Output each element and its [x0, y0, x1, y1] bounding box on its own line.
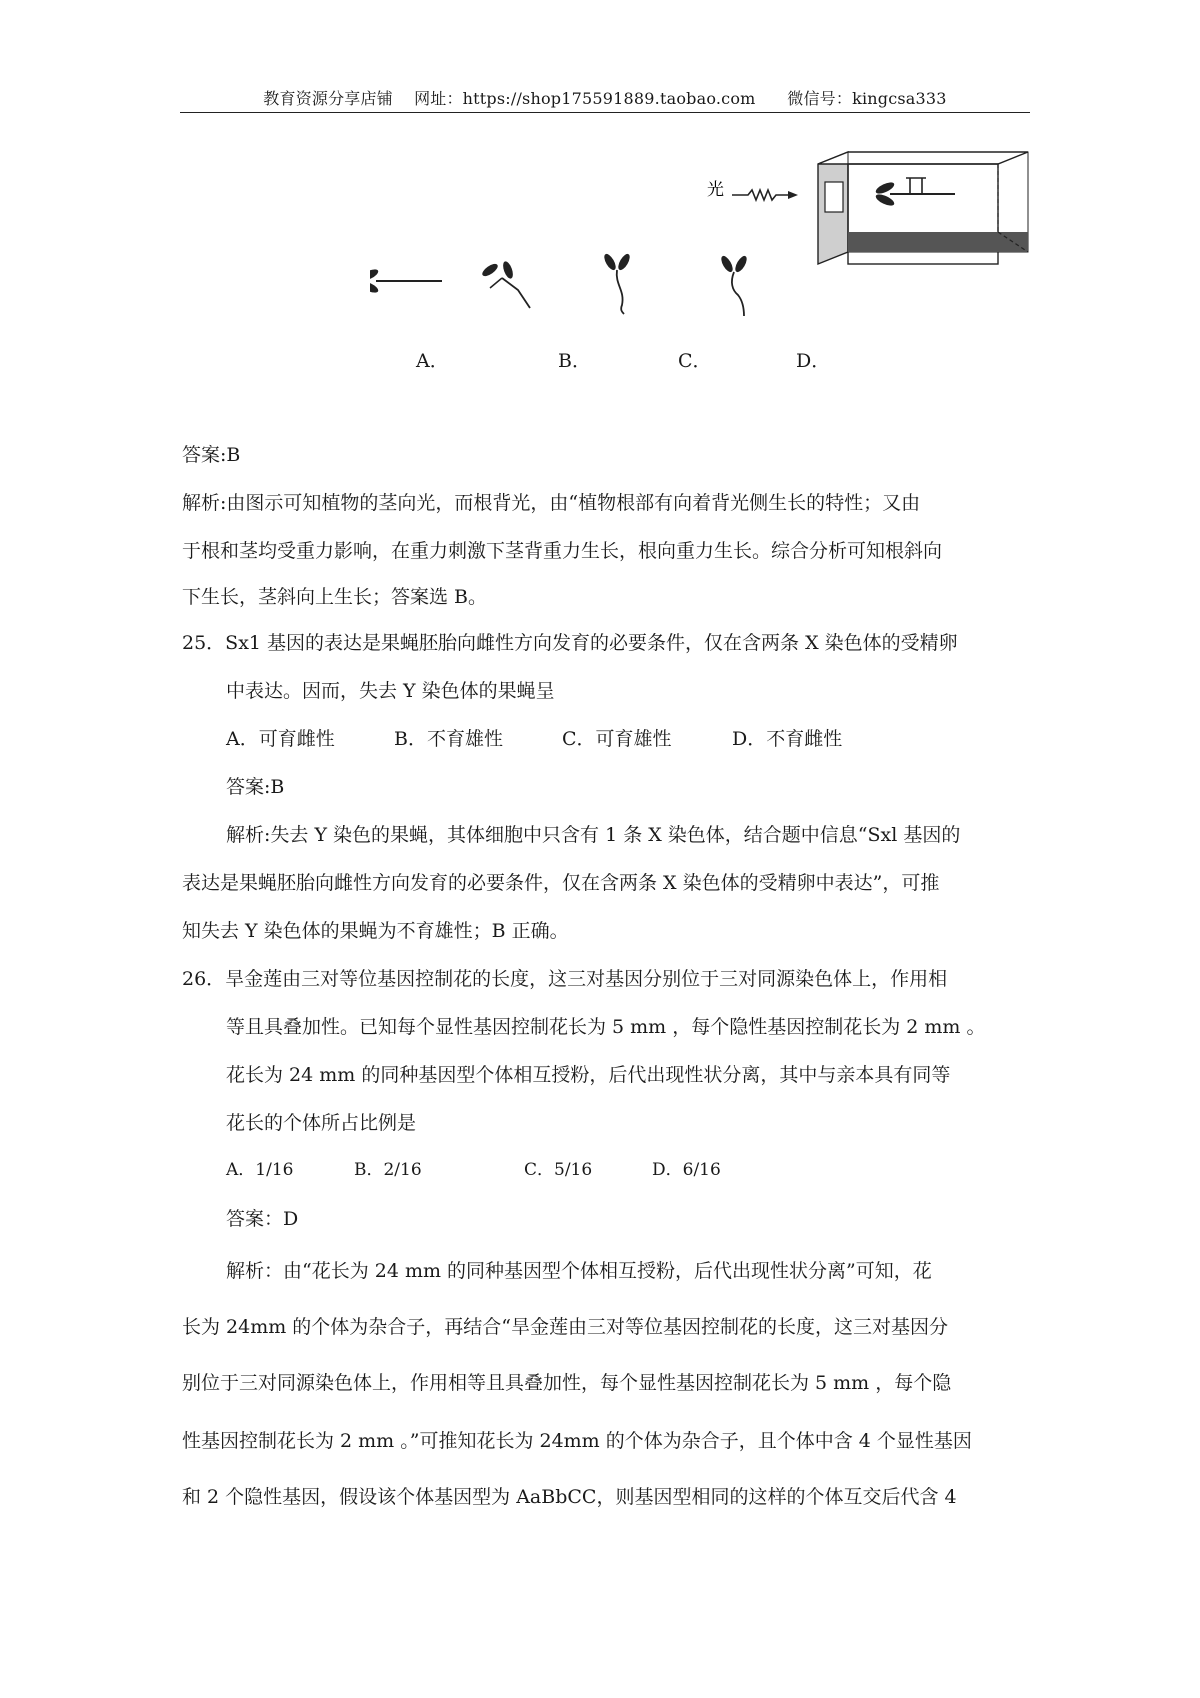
seedling-b-icon — [480, 260, 530, 308]
light-arrow-icon — [732, 190, 788, 200]
q25-stem-line-2: 中表达。因而，失去 Y 染色体的果蝇呈 — [226, 680, 555, 702]
q26-stem-line-4: 花长的个体所占比例是 — [226, 1112, 417, 1134]
q26-option-a: A．1/16 — [226, 1160, 294, 1180]
figure-option-b: B． — [558, 350, 591, 372]
box-top-face — [818, 152, 1028, 164]
q25-answer: 答案:B — [226, 776, 285, 798]
q25-options — [226, 730, 842, 749]
q24-analysis-line-3: 下生长，茎斜向上生长；答案选 B。 — [182, 586, 488, 608]
url-label: 网址： — [414, 89, 463, 108]
q25-option-b: B．不育雄性 — [394, 728, 503, 750]
header-divider — [180, 112, 1030, 113]
q26-analysis-line-4: 性基因控制花长为 2 mm 。”可推知花长为 24mm 的个体为杂合子，且个体中含 4 个显性基因 — [182, 1430, 972, 1452]
arrow-head-icon — [788, 191, 798, 199]
wechat-id: kingcsa333 — [852, 89, 947, 108]
page-header — [180, 86, 1030, 109]
light-label: 光 — [707, 180, 724, 200]
q25-option-c: C．可育雄性 — [562, 728, 672, 750]
q26-analysis-line-1: 解析：由“花长为 24 mm 的同种基因型个体相互授粉，后代出现性状分离”可知，花 — [226, 1260, 932, 1282]
shop-name: 教育资源分享店铺 — [263, 89, 393, 108]
q25-stem-line-1: 25．Sx1 基因的表达是果蝇胚胎向雌性方向发育的必要条件，仅在含两条 X 染色体的受精卵 — [182, 632, 958, 654]
q25-analysis-line-3: 知失去 Y 染色体的果蝇为不育雄性；B 正确。 — [182, 920, 569, 942]
q24-analysis-line-1: 解析:由图示可知植物的茎向光，而根背光，由“植物根部有向着背光侧生长的特性；又由 — [182, 492, 921, 514]
figure-option-a: A． — [416, 350, 449, 372]
q26-option-c: C．5/16 — [524, 1160, 593, 1180]
q26-stem-line-3: 花长为 24 mm 的同种基因型个体相互授粉，后代出现性状分离，其中与亲本具有同等 — [226, 1064, 951, 1086]
q26-option-b: B．2/16 — [354, 1160, 422, 1180]
q26-stem-line-1: 26．旱金莲由三对等位基因控制花的长度，这三对基因分别位于三对同源染色体上，作用相 — [182, 968, 948, 990]
q24-analysis-line-2: 于根和茎均受重力影响，在重力刺激下茎背重力生长，根向重力生长。综合分析可知根斜向 — [182, 540, 943, 562]
q25-option-a: A．可育雌性 — [226, 728, 335, 750]
q26-option-d: D．6/16 — [652, 1160, 721, 1180]
seedling-c-icon — [602, 252, 632, 314]
q26-analysis-line-5: 和 2 个隐性基因，假设该个体基因型为 AaBbCC，则基因型相同的这样的个体互交后代含 4 — [182, 1486, 957, 1508]
q26-answer: 答案：D — [226, 1208, 299, 1230]
seedling-d-icon — [719, 254, 749, 316]
q26-analysis-line-3: 别位于三对同源染色体上，作用相等且具叠加性，每个显性基因控制花长为 5 mm ，每个隐 — [182, 1372, 952, 1394]
q24-answer: 答案:B — [182, 444, 241, 466]
q26-options — [226, 1162, 721, 1179]
box-window — [825, 182, 843, 212]
box-floor-shade — [848, 232, 1028, 252]
q26-analysis-line-2: 长为 24mm 的个体为杂合子，再结合“旱金莲由三对等位基因控制花的长度，这三对基因分 — [182, 1316, 949, 1338]
figure-option-d: D． — [796, 350, 831, 372]
shop-url[interactable]: https://shop175591889.taobao.com — [462, 89, 756, 108]
q26-stem-line-2: 等且具叠加性。已知每个显性基因控制花长为 5 mm ，每个隐性基因控制花长为 2 mm 。 — [226, 1016, 986, 1038]
seedling-a-icon — [370, 267, 442, 295]
q25-option-d: D．不育雌性 — [732, 728, 843, 750]
wechat-label: 微信号： — [787, 89, 853, 108]
q25-analysis-line-1: 解析:失去 Y 染色的果蝇，其体细胞中只含有 1 条 X 染色体，结合题中信息“Sxl 基因的 — [226, 824, 961, 846]
q25-analysis-line-2: 表达是果蝇胚胎向雌性方向发育的必要条件，仅在含两条 X 染色体的受精卵中表达”，可推 — [182, 872, 940, 894]
figure-option-c: C． — [678, 350, 712, 372]
